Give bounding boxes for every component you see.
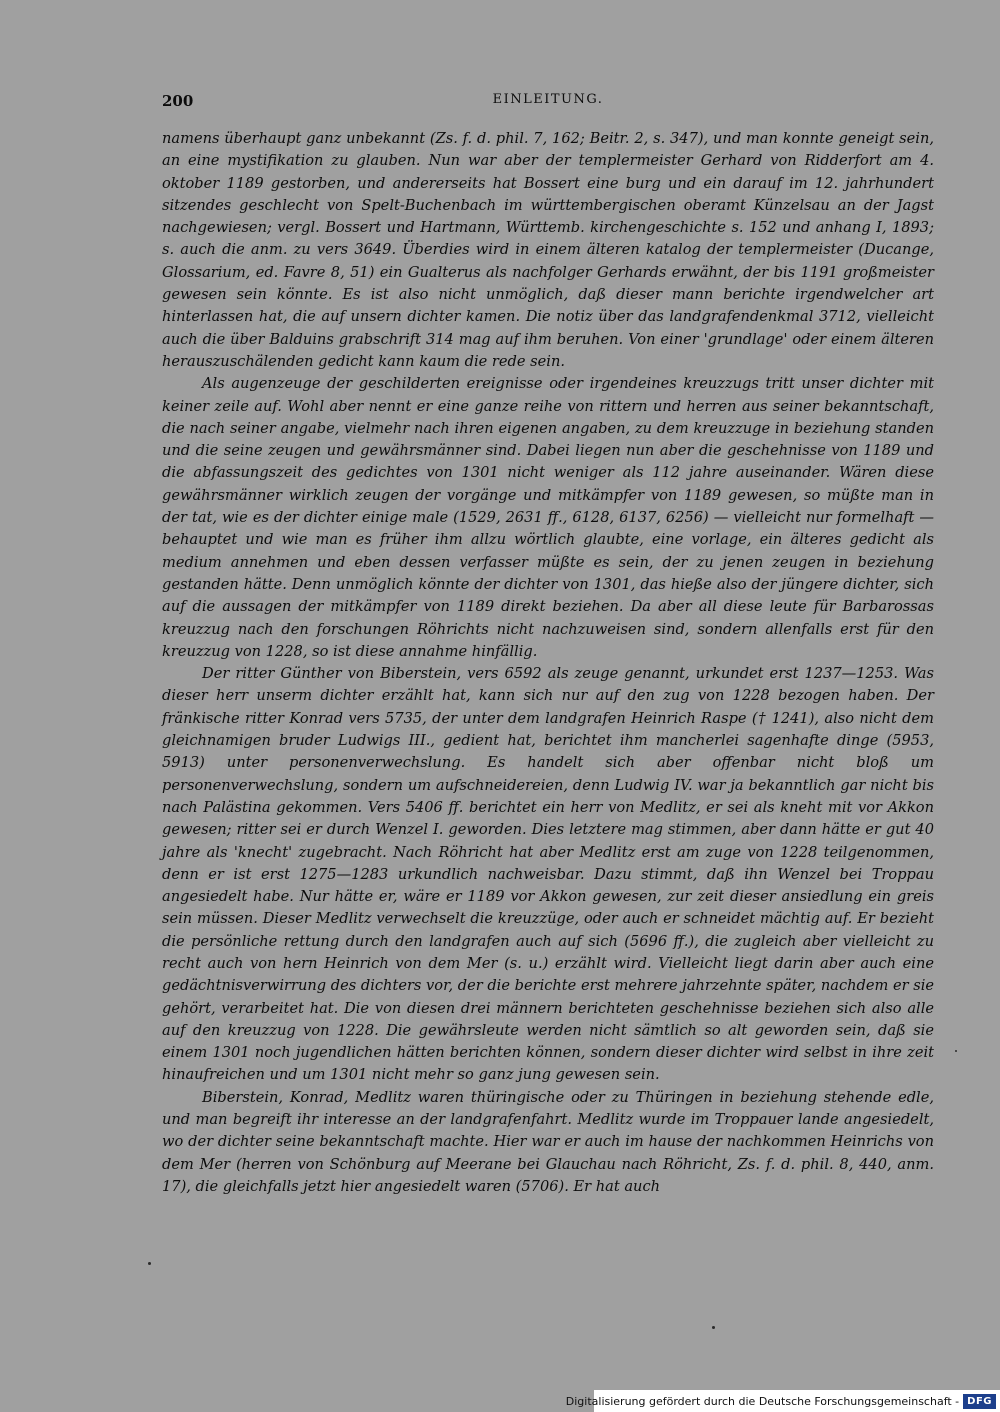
scan-speck <box>955 1050 957 1052</box>
paragraph-2: Als augenzeuge der geschilderten ereignisse oder irgendeines kreuzzugs tritt unser dichter mit keiner zeile auf. Wohl aber nennt er eine ganze reihe von rittern und herren aus seiner bekanntschaft, die nach seiner angabe, vielmehr nach ihren eigenen angaben, zu dem kreuzzuge in beziehung standen und die seine zeugen und gewährsmänner sind. Dabei liegen nun aber die geschehnisse von 1189 und die abfassungszeit des gedichtes von 1301 nicht weniger als 112 jahre auseinander. Wären diese gewährsmänner wirklich zeugen der vorgänge und mitkämpfer von 1189 gewesen, so müßte man in der tat, wie es der dichter einige male (1529, 2631 ff., 6128, 6137, 6256) — vielleicht nur formelhaft — behauptet und wie man es früher ihm allzu wörtlich glaubte, eine vorlage, ein älteres gedicht als medium annehmen und eben dessen verfasser müßte es sein, der zu jenen zeugen in beziehung gestanden hätte. Denn unmöglich könnte der dichter von 1301, das hieße also der jüngere dichter, sich auf die aussagen der mitkämpfer von 1189 direkt beziehen. Da aber all diese leute für Barbarossas kreuzzug nach den forschungen Röhrichts nicht nachzuweisen sind, sondern allenfalls erst für den kreuzzug von 1228, so ist diese annahme hinfällig. <box>162 375 934 660</box>
paragraph-4: Biberstein, Konrad, Medlitz waren thüringische oder zu Thüringen in beziehung stehende edle, und man begreift ihr interesse an der landgrafenfahrt. Medlitz wurde im Troppauer lande angesiedelt, wo der dichter seine bekanntschaft machte. Hier war er auch im hause der nachkommen Heinrichs von dem Mer (herren von Schönburg auf Meerane bei Glauchau nach Röhricht, Zs. f. d. phil. 8, 440, anm. 17), die gleichfalls jetzt hier angesiedelt waren (5706). Er hat auch <box>162 1088 934 1195</box>
page-number: 200 <box>162 92 194 110</box>
body-text <box>162 128 934 1198</box>
scan-speck <box>712 1326 715 1329</box>
header-title: EINLEITUNG. <box>492 92 604 107</box>
digitization-credit: Digitalisierung gefördert durch die Deutsche Forschungsgemeinschaft - <box>565 1394 960 1408</box>
dfg-logo-icon: DFG <box>963 1394 996 1409</box>
digitization-footer <box>565 1390 1000 1412</box>
paragraph-1: namens überhaupt ganz unbekannt (Zs. f. d. phil. 7, 162; Beitr. 2, s. 347), und man konnte geneigt sein, an eine mystifikation zu glauben. Nun war aber der templermeister Gerhard von Ridderfort am 4. oktober 1189 gestorben, und andererseits hat Bossert eine burg und ein darauf im 12. jahrhundert sitzendes geschlecht von Spelt-Buchenbach im württembergischen oberamt Künzelsau an der Jagst nachgewiesen; vergl. Bossert und Hartmann, Württemb. kirchengeschichte s. 152 und anhang I, 1893; s. auch die anm. zu vers 3649. Überdies wird in einem älteren katalog der templermeister (Ducange, Glossarium, ed. Favre 8, 51) ein Gualterus als nachfolger Gerhards erwähnt, der bis 1191 großmeister gewesen sein könnte. Es ist also nicht unmöglich, daß dieser mann berichte irgendwelcher art hinterlassen hat, die auf unsern dichter kamen. Die notiz über das landgrafendenkmal 3712, vielleicht auch die über Balduins grabschrift 314 mag auf ihm beruhen. Von einer 'grundlage' oder einem älteren herauszuschälenden gedicht kann kaum die rede sein. <box>162 130 934 370</box>
scan-speck <box>148 1262 151 1265</box>
paragraph-3: Der ritter Günther von Biberstein, vers 6592 als zeuge genannt, urkundet erst 1237—1253. Was dieser herr unserm dichter erzählt hat, kann sich nur auf den zug von 1228 bezogen haben. Der fränkische ritter Konrad vers 5735, der unter dem landgrafen Heinrich Raspe († 1241), also nicht dem gleichnamigen bruder Ludwigs III., gedient hat, berichtet ihm mancherlei sagenhafte dinge (5953, 5913) unter personenverwechslung. Es handelt sich aber offenbar nicht bloß um personenverwechslung, sondern um aufschneidereien, denn Ludwig IV. war ja bekanntlich gar nicht bis nach Palästina gekommen. Vers 5406 ff. berichtet ein herr von Medlitz, er sei als kneht mit vor Akkon gewesen; ritter sei er durch Wenzel I. geworden. Dies letztere mag stimmen, aber dann hätte er gut 40 jahre als 'knecht' zugebracht. Nach Röhricht hat aber Medlitz erst am zuge von 1228 teilgenommen, denn er ist erst 1275—1283 urkundlich nachweisbar. Dazu stimmt, daß ihn Wenzel bei Troppau angesiedelt habe. Nur hätte er, wäre er 1189 vor Akkon gewesen, zur zeit dieser ansiedlung ein greis sein müssen. Dieser Medlitz verwechselt die kreuzzüge, oder auch er schneidet mächtig auf. Er bezieht die persönliche rettung durch den landgrafen auch auf sich (5696 ff.), die zugleich aber vielleicht zu recht auch von hern Heinrich von dem Mer (s. u.) erzählt wird. Vielleicht liegt darin aber auch eine gedächtnisverwirrung des dichters vor, der die berichte erst mehrere jahrzehnte später, nachdem er sie gehört, verarbeitet hat. Die von diesen drei männern berichteten geschehnisse beziehen sich also alle auf den kreuzzug von 1228. Die gewährsleute werden nicht sämtlich so alt geworden sein, daß sie einem 1301 noch jugendlichen hätten berichten können, sondern dieser dichter wird selbst in ihre zeit hinaufreichen und um 1301 nicht mehr so ganz jung gewesen sein. <box>162 665 935 1084</box>
running-head <box>162 92 934 114</box>
